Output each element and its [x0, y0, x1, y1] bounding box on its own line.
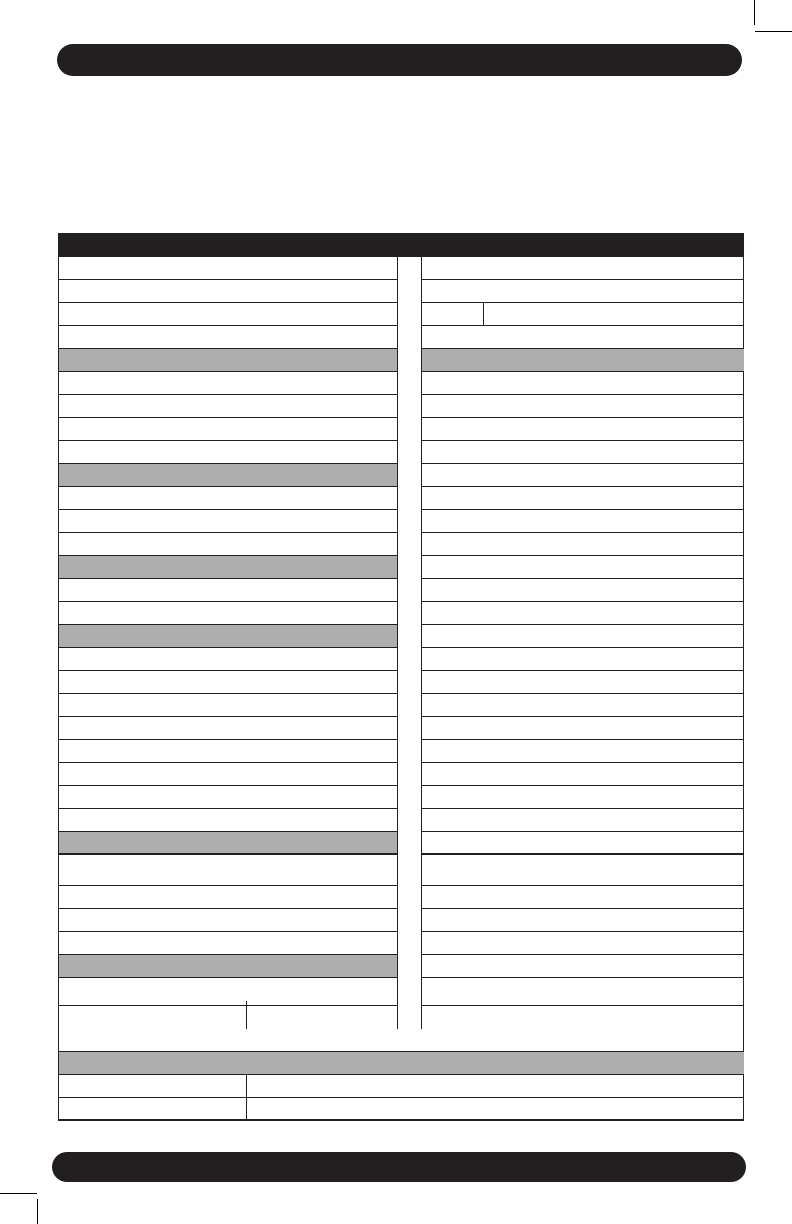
- section-header-row: [59, 1052, 744, 1075]
- section-header-row: [422, 349, 744, 372]
- form-row: [422, 464, 744, 487]
- form-row: [59, 510, 397, 533]
- form-row: [422, 487, 744, 510]
- form-row: [59, 326, 397, 349]
- form-row: [422, 441, 744, 464]
- form-row: [59, 602, 397, 625]
- form-row: [59, 717, 397, 740]
- form-row: [59, 886, 397, 909]
- form-row: [59, 648, 397, 671]
- form-row: [422, 955, 744, 978]
- header-bar: [57, 44, 742, 76]
- form-row: [59, 671, 397, 694]
- section-header-row: [59, 832, 397, 855]
- form-row: [422, 326, 744, 349]
- cell-divider: [246, 1075, 247, 1120]
- form-row: [422, 832, 744, 855]
- form-row: [59, 257, 397, 280]
- form-row: [59, 372, 397, 395]
- form-row: [422, 625, 744, 648]
- form-row: [59, 303, 397, 326]
- form-row: [59, 978, 397, 1006]
- footer-text: [52, 1152, 746, 1182]
- form-row: [59, 740, 397, 763]
- form-row: [422, 602, 744, 625]
- form-row: [422, 978, 744, 1006]
- form-row: [59, 909, 397, 932]
- form-row: [422, 886, 744, 909]
- section-header-row: [59, 556, 397, 579]
- crop-mark-top-right-horizontal: [755, 31, 792, 32]
- column-gap: [397, 257, 422, 1029]
- section-header-row: [59, 625, 397, 648]
- crop-mark-bottom-left-horizontal: [0, 1193, 37, 1194]
- form-row: [422, 671, 744, 694]
- section-header-row: [59, 464, 397, 487]
- crop-mark-top-right-vertical: [754, 0, 755, 25]
- form-row: [422, 280, 744, 303]
- form-row: [59, 1029, 744, 1052]
- form-row: [422, 533, 744, 556]
- section-header-row: [59, 349, 397, 372]
- form-row: [59, 441, 397, 464]
- form-row: [422, 648, 744, 671]
- form-row: [59, 579, 397, 602]
- form-row: [59, 763, 397, 786]
- form-row: [422, 395, 744, 418]
- form-row: [59, 932, 397, 955]
- form-table: [58, 233, 744, 1121]
- form-row: [59, 487, 397, 510]
- crop-mark-bottom-left-vertical: [37, 1199, 38, 1224]
- form-row: [59, 809, 397, 832]
- form-row: [59, 694, 397, 717]
- form-row: [422, 740, 744, 763]
- form-row: [422, 372, 744, 395]
- form-row: [59, 1075, 744, 1098]
- form-row: [422, 510, 744, 533]
- cell-divider: [483, 303, 484, 326]
- form-row: [422, 786, 744, 809]
- form-row: [422, 932, 744, 955]
- form-row: [59, 1098, 744, 1120]
- form-row: [422, 694, 744, 717]
- form-row: [59, 395, 397, 418]
- form-row: [59, 280, 397, 303]
- form-row: [422, 855, 744, 886]
- header-title: [57, 44, 742, 76]
- form-row: [59, 533, 397, 556]
- form-row: [422, 579, 744, 602]
- form-row: [59, 418, 397, 441]
- form-title-bar: [59, 234, 743, 257]
- form-row: [422, 809, 744, 832]
- form-row: [59, 786, 397, 809]
- form-row: [422, 909, 744, 932]
- form-row: [422, 763, 744, 786]
- form-row: [59, 855, 397, 886]
- form-row: [422, 257, 744, 280]
- form-row: [422, 418, 744, 441]
- footer-bar: [52, 1152, 746, 1182]
- form-row: [422, 303, 744, 326]
- cell-divider: [246, 1001, 247, 1029]
- form-row: [422, 717, 744, 740]
- form-row: [422, 556, 744, 579]
- section-header-row: [59, 955, 397, 978]
